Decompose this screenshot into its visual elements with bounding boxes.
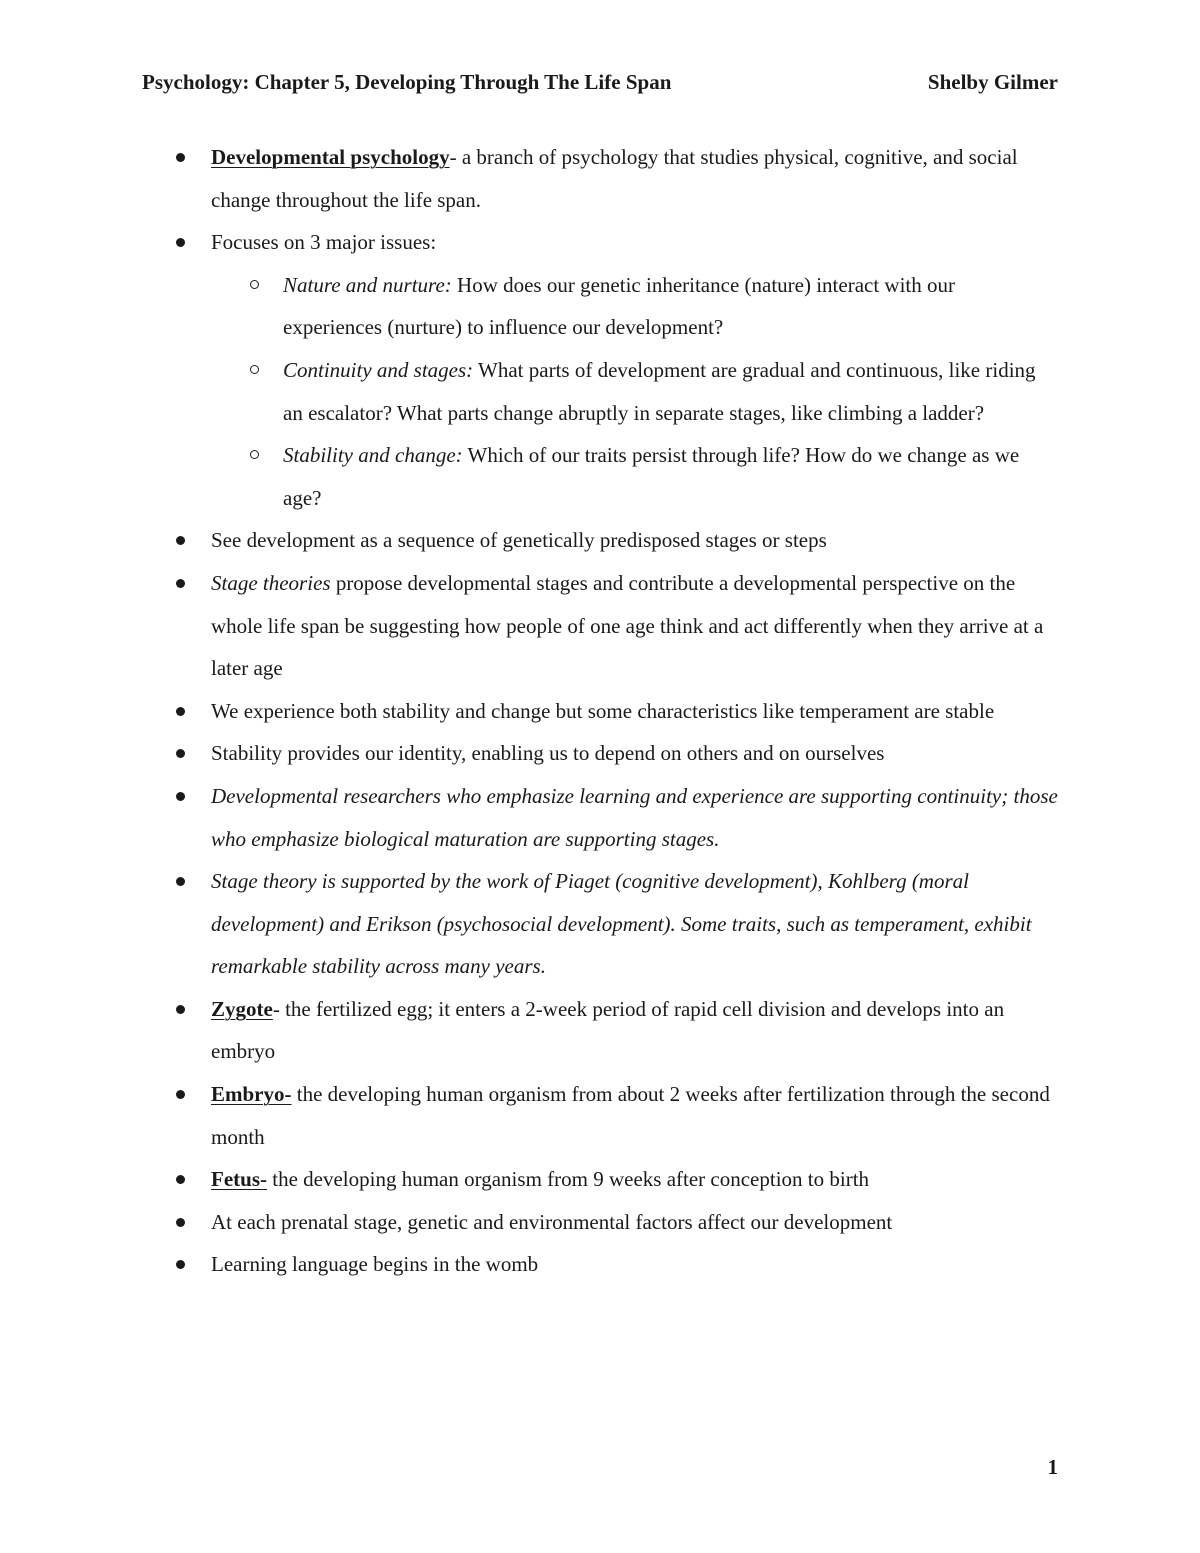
- definition-text: - a branch of psychology that studies physical, cognitive, and social change throughout the life span.: [211, 145, 1018, 212]
- note-text: Stability provides our identity, enabling us to depend on others and on ourselves: [211, 741, 885, 766]
- note-text: Developmental researchers who emphasize learning and experience are supporting continuity; those who emphasize biological maturation are supporting stages.: [211, 783, 1058, 851]
- list-item: [211, 1158, 1061, 1201]
- issue-text: How does our genetic inheritance (nature) interact with our experiences (nurture) to influence our development?: [283, 272, 956, 340]
- list-item: [211, 860, 1061, 988]
- note-text: See development as a sequence of genetically predisposed stages or steps: [211, 528, 827, 553]
- note-text: Learning language begins in the womb: [211, 1252, 539, 1277]
- list-item: [211, 732, 1061, 775]
- term-fetus: Fetus-: [211, 1167, 267, 1192]
- note-text: Stage theory is supported by the work of Piaget (cognitive development), Kohlberg (moral development) and Erikson (psychosocial development). Some traits, such as temperament, exhibit remarkable stability across many years.: [211, 869, 1032, 979]
- list-item: [211, 1201, 1061, 1244]
- page-number: 1: [1047, 1455, 1058, 1479]
- list-item: [211, 1073, 1061, 1158]
- list-item: [211, 775, 1061, 860]
- definition-text: the developing human organism from 9 weeks after conception to birth: [267, 1167, 870, 1192]
- list-item: [211, 690, 1061, 733]
- term-stage-theories: Stage theories: [211, 570, 331, 595]
- list-item: [211, 988, 1061, 1073]
- list-item: [211, 519, 1061, 562]
- author-name: Shelby Gilmer: [927, 70, 1058, 94]
- list-item: [211, 562, 1061, 690]
- definition-text: - the fertilized egg; it enters a 2-week period of rapid cell division and develops into an embryo: [211, 996, 1005, 1064]
- sub-list-item: [283, 434, 1058, 519]
- sub-list-item: [283, 264, 1058, 349]
- issue-text: What parts of development are gradual and continuous, like riding an escalator? What parts change abruptly in separate stages, like climbing a ladder?: [283, 357, 1036, 425]
- issue-label: Stability and change:: [283, 443, 463, 468]
- note-text: At each prenatal stage, genetic and environmental factors affect our development: [211, 1209, 893, 1234]
- note-text: We experience both stability and change but some characteristics like temperament are stable: [211, 698, 995, 723]
- note-text: propose developmental stages and contribute a developmental perspective on the whole life span be suggesting how people of one age think and act differently when they arrive at a later age: [211, 570, 1044, 681]
- definition-text: the developing human organism from about 2 weeks after fertilization through the second month: [211, 1082, 1050, 1149]
- page-header: [142, 70, 1058, 102]
- term-developmental-psychology: Developmental psychology: [211, 145, 450, 169]
- issue-label: Continuity and stages:: [283, 357, 474, 382]
- note-text: Focuses on 3 major issues:: [211, 230, 437, 255]
- sub-list-item: [283, 349, 1058, 434]
- issue-text: Which of our traits persist through life? How do we change as we age?: [283, 443, 1020, 510]
- list-item: [211, 1243, 1061, 1286]
- term-zygote: Zygote: [211, 996, 273, 1021]
- list-item: [211, 136, 1061, 221]
- list-item: [211, 221, 1061, 264]
- term-embryo: Embryo-: [211, 1082, 292, 1107]
- document-title: Psychology: Chapter 5, Developing Through The Life Span: [142, 70, 672, 94]
- issue-label: Nature and nurture:: [283, 272, 452, 297]
- notes-list: [0, 136, 1200, 1286]
